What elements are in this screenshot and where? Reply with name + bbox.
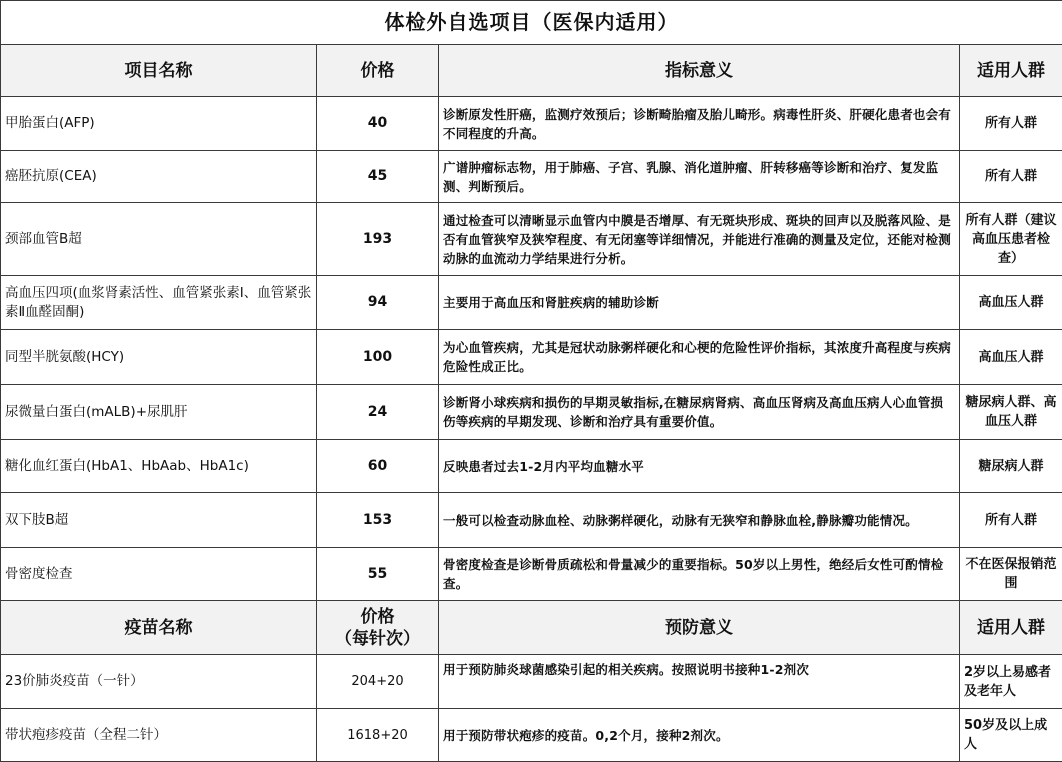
header-audience: 适用人群 (960, 45, 1062, 97)
item-meaning: 反映患者过去1-2月内平均血糖水平 (439, 440, 960, 493)
item-meaning: 为心血管疾病，尤其是冠状动脉粥样硬化和心梗的危险性评价指标，其浓度升高程度与疾病危险性成正比。 (439, 330, 960, 385)
vaccine-price: 204+20 (317, 655, 439, 709)
item-audience: 不在医保报销范围 (960, 548, 1062, 601)
item-price: 193 (317, 203, 439, 276)
title-row (1, 1, 1062, 45)
header-vaccine-name: 疫苗名称 (1, 601, 317, 655)
item-price: 45 (317, 151, 439, 203)
item-price: 24 (317, 385, 439, 440)
header-prevention-meaning: 预防意义 (439, 601, 960, 655)
vaccine-meaning: 用于预防带状疱疹的疫苗。0,2个月，接种2剂次。 (439, 709, 960, 762)
vaccine-audience: 50岁及以上成人 (960, 709, 1062, 762)
item-audience: 所有人群（建议高血压患者检查） (960, 203, 1062, 276)
item-name: 双下肢B超 (1, 493, 317, 548)
header-vaccine-price (317, 601, 439, 655)
table-row (1, 330, 1062, 385)
item-meaning: 一般可以检查动脉血栓、动脉粥样硬化，动脉有无狭窄和静脉血栓,静脉瓣功能情况。 (439, 493, 960, 548)
item-audience: 所有人群 (960, 493, 1062, 548)
item-price: 40 (317, 97, 439, 151)
item-price: 55 (317, 548, 439, 601)
item-name: 糖化血红蛋白(HbA1、HbAab、HbA1c) (1, 440, 317, 493)
header-vaccine-price-line1: 价格 (321, 606, 434, 628)
table-row (1, 655, 1062, 709)
vaccine-name: 23价肺炎疫苗（一针） (1, 655, 317, 709)
table-title: 体检外自选项目（医保内适用） (1, 1, 1062, 45)
item-name: 骨密度检查 (1, 548, 317, 601)
item-name: 尿微量白蛋白(mALB)+尿肌肝 (1, 385, 317, 440)
table-row (1, 548, 1062, 601)
vaccine-name: 带状疱疹疫苗（全程二针） (1, 709, 317, 762)
table-row (1, 203, 1062, 276)
table-row (1, 151, 1062, 203)
item-name: 高血压四项(血浆肾素活性、血管紧张素Ⅰ、血管紧张素Ⅱ血醛固酮) (1, 276, 317, 330)
vaccine-meaning: 用于预防肺炎球菌感染引起的相关疾病。按照说明书接种1-2剂次 (439, 655, 960, 709)
item-audience: 高血压人群 (960, 330, 1062, 385)
header-vaccine-price-line2: （每针次） (321, 628, 434, 650)
item-name: 颈部血管B超 (1, 203, 317, 276)
item-name: 同型半胱氨酸(HCY) (1, 330, 317, 385)
table-row (1, 709, 1062, 762)
item-audience: 所有人群 (960, 151, 1062, 203)
table-row (1, 97, 1062, 151)
item-name: 甲胎蛋白(AFP) (1, 97, 317, 151)
exam-header-row (1, 45, 1062, 97)
header-vaccine-audience: 适用人群 (960, 601, 1062, 655)
item-meaning: 通过检查可以清晰显示血管内中膜是否增厚、有无斑块形成、斑块的回声以及脱落风险、是否有血管狭窄及狭窄程度、有无闭塞等详细情况，并能进行准确的测量及定位，还能对检测动脉的血流动力学结果进行分析。 (439, 203, 960, 276)
item-name: 癌胚抗原(CEA) (1, 151, 317, 203)
table-row (1, 440, 1062, 493)
table-row (1, 493, 1062, 548)
item-price: 60 (317, 440, 439, 493)
item-meaning: 骨密度检查是诊断骨质疏松和骨量减少的重要指标。50岁以上男性，绝经后女性可酌情检查。 (439, 548, 960, 601)
item-audience: 高血压人群 (960, 276, 1062, 330)
item-audience: 糖尿病人群 (960, 440, 1062, 493)
item-price: 100 (317, 330, 439, 385)
vaccine-price: 1618+20 (317, 709, 439, 762)
item-meaning: 诊断肾小球疾病和损伤的早期灵敏指标,在糖尿病肾病、高血压肾病及高血压病人心血管损伤等疾病的早期发现、诊断和治疗具有重要价值。 (439, 385, 960, 440)
vaccine-header-row (1, 601, 1062, 655)
item-meaning: 广谱肿瘤标志物，用于肺癌、子宫、乳腺、消化道肿瘤、肝转移癌等诊断和治疗、复发监测、判断预后。 (439, 151, 960, 203)
item-meaning: 主要用于高血压和肾脏疾病的辅助诊断 (439, 276, 960, 330)
header-meaning: 指标意义 (439, 45, 960, 97)
vaccine-audience: 2岁以上易感者及老年人 (960, 655, 1062, 709)
table-row (1, 276, 1062, 330)
header-price: 价格 (317, 45, 439, 97)
item-price: 94 (317, 276, 439, 330)
table-row (1, 385, 1062, 440)
item-price: 153 (317, 493, 439, 548)
item-meaning: 诊断原发性肝癌，监测疗效预后；诊断畸胎瘤及胎儿畸形。病毒性肝炎、肝硬化患者也会有不同程度的升高。 (439, 97, 960, 151)
header-item-name: 项目名称 (1, 45, 317, 97)
item-audience: 所有人群 (960, 97, 1062, 151)
item-audience: 糖尿病人群、高血压人群 (960, 385, 1062, 440)
